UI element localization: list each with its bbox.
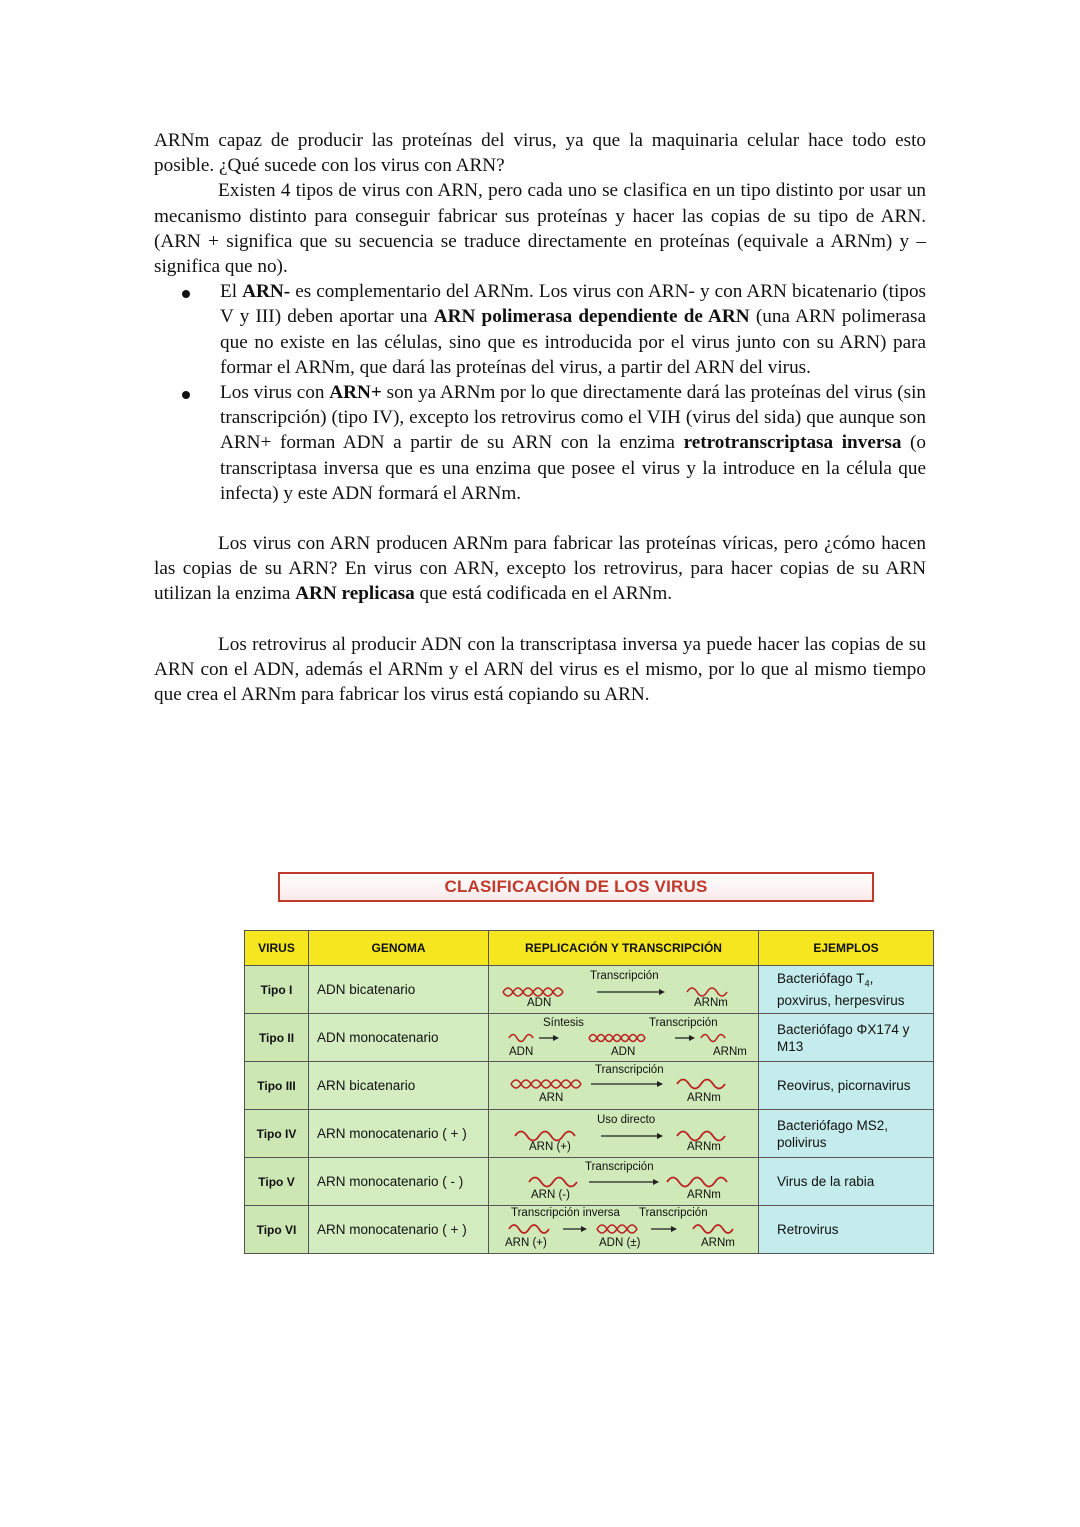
bold-text: retrotranscriptasa inversa <box>683 432 902 454</box>
genome: ARN monocatenario ( + ) <box>309 1206 489 1254</box>
virus-type: Tipo V <box>245 1158 309 1206</box>
text: (una ARN polimerasa que no existe en las células, sino que es introducida por el virus junto con su ARN) para formar el ARNm, que dará las proteínas del virus, a partir del ARN del virus. <box>220 306 926 378</box>
genome: ADN monocatenario <box>309 1014 489 1062</box>
virus-type: Tipo I <box>245 966 309 1014</box>
header-replicacion: REPLICACIÓN Y TRANSCRIPCIÓN <box>489 931 759 966</box>
bold-text: ARN+ <box>329 382 382 404</box>
label: ARN (+) <box>505 1237 547 1249</box>
table-row <box>245 1110 934 1158</box>
label: ARNm <box>713 1046 747 1058</box>
label: ARNm <box>687 1189 721 1201</box>
table-row <box>245 1014 934 1062</box>
label: ADN <box>527 997 552 1009</box>
label: ADN (±) <box>599 1237 641 1249</box>
text: Bacteriófago ΦX174 y <box>777 1021 910 1037</box>
bullet-icon <box>182 391 190 399</box>
label: ADN <box>509 1046 534 1058</box>
table-row <box>245 1062 934 1110</box>
virus-type: Tipo II <box>245 1014 309 1062</box>
label: ARNm <box>687 1141 721 1153</box>
bold-text: ARN- <box>242 281 291 303</box>
replication-diagram <box>489 1158 759 1206</box>
label: Transcripción <box>639 1207 708 1219</box>
document-body <box>154 128 926 707</box>
paragraph-3 <box>154 531 926 607</box>
virus-type: Tipo IV <box>245 1110 309 1158</box>
virus-type: Tipo III <box>245 1062 309 1110</box>
label: ADN <box>611 1046 636 1058</box>
label: ARNm <box>694 997 728 1009</box>
table-header <box>245 931 934 966</box>
header-virus: VIRUS <box>245 931 309 966</box>
replication-diagram <box>489 1206 759 1254</box>
table-row <box>245 1206 934 1254</box>
label: Transcripción <box>590 970 659 982</box>
genome: ARN bicatenario <box>309 1062 489 1110</box>
figure-title: CLASIFICACIÓN DE LOS VIRUS <box>278 872 874 902</box>
text: Bacteriófago T <box>777 970 865 986</box>
examples: Retrovirus <box>759 1206 934 1254</box>
table-row <box>245 1158 934 1206</box>
header-genoma: GENOMA <box>309 931 489 966</box>
text: que está codificada en el ARNm. <box>414 583 673 605</box>
bold-text: ARN polimerasa dependiente de ARN <box>433 306 750 328</box>
label: Uso directo <box>597 1114 656 1126</box>
label: Transcripción <box>595 1064 664 1076</box>
header-ejemplos: EJEMPLOS <box>759 931 934 966</box>
label: ARNm <box>687 1092 721 1104</box>
replication-diagram <box>489 966 759 1014</box>
text: polivirus <box>777 1134 827 1150</box>
examples: Virus de la rabia <box>759 1158 934 1206</box>
genome: ADN bicatenario <box>309 966 489 1014</box>
paragraph-2: Existen 4 tipos de virus con ARN, pero cada uno se clasifica en un tipo distinto por usar un mecanismo distinto para conseguir fabricar sus proteínas y hacer las copias de su tipo de ARN. (ARN + significa que su secuencia se traduce directamente en proteínas (equivale a ARNm) y – significa que no). <box>154 180 926 278</box>
text: M13 <box>777 1038 804 1054</box>
label: Transcripción <box>649 1017 718 1029</box>
examples <box>759 966 934 1014</box>
bullet-list <box>154 279 926 506</box>
text: Los virus con <box>220 382 330 404</box>
examples <box>759 1110 934 1158</box>
text: (o transcriptasa inversa que es una enzima que posee el virus y la introduce en la célula que infecta) y este ADN formará el ARNm. <box>220 432 927 504</box>
text: 4 <box>864 978 870 989</box>
bullet-arn-negativo <box>154 279 926 380</box>
examples: Reovirus, picornavirus <box>759 1062 934 1110</box>
label: ARNm <box>701 1237 735 1249</box>
genome: ARN monocatenario ( + ) <box>309 1110 489 1158</box>
genome: ARN monocatenario ( - ) <box>309 1158 489 1206</box>
label: Síntesis <box>543 1017 584 1029</box>
label: ARN <box>539 1092 564 1104</box>
text: son ya ARNm por lo que directamente dará las proteínas del virus (sin transcripción) (tipo IV), excepto los retrovirus como el VIH (virus del sida) que aunque son ARN+ forman ADN a partir de su ARN con la enzima <box>220 382 926 454</box>
text: Bacteriófago MS2, <box>777 1117 889 1133</box>
bold-text: ARN replicasa <box>295 583 415 605</box>
examples <box>759 1014 934 1062</box>
paragraph-4: Los retrovirus al producir ADN con la transcriptasa inversa ya puede hacer las copias de su ARN con el ADN, además el ARNm y el ARN del virus es el mismo, por lo que al mismo tiempo que crea el ARNm para fabricar los virus está copiando su ARN. <box>154 633 926 706</box>
virus-classification-table <box>244 930 934 1254</box>
bullet-icon <box>182 290 190 298</box>
paragraph-1: ARNm capaz de producir las proteínas del virus, ya que la maquinaria celular hace todo esto posible. ¿Qué sucede con los virus con ARN? <box>154 130 926 177</box>
bullet-arn-positivo <box>154 380 926 506</box>
text: Los virus con ARN producen ARNm para fabricar las proteínas víricas, pero ¿cómo hacen las copias de su ARN? En virus con ARN, excepto los retrovirus, para hacer copias de su ARN utilizan la enzima <box>154 533 926 605</box>
text: poxvirus, herpesvirus <box>777 993 905 1009</box>
text: , <box>869 970 874 986</box>
replication-diagram <box>489 1014 759 1062</box>
text: es complementario del ARNm. Los virus con ARN- y con ARN bicatenario (tipos V y III) deben aportar una <box>220 281 926 328</box>
table-row <box>245 966 934 1014</box>
label: ARN (+) <box>529 1141 571 1153</box>
label: Transcripción <box>585 1161 654 1173</box>
label: Transcripción inversa <box>511 1207 620 1219</box>
label: ARN (-) <box>531 1189 570 1201</box>
virus-type: Tipo VI <box>245 1206 309 1254</box>
text: El <box>220 281 243 303</box>
replication-diagram <box>489 1110 759 1158</box>
replication-diagram <box>489 1062 759 1110</box>
